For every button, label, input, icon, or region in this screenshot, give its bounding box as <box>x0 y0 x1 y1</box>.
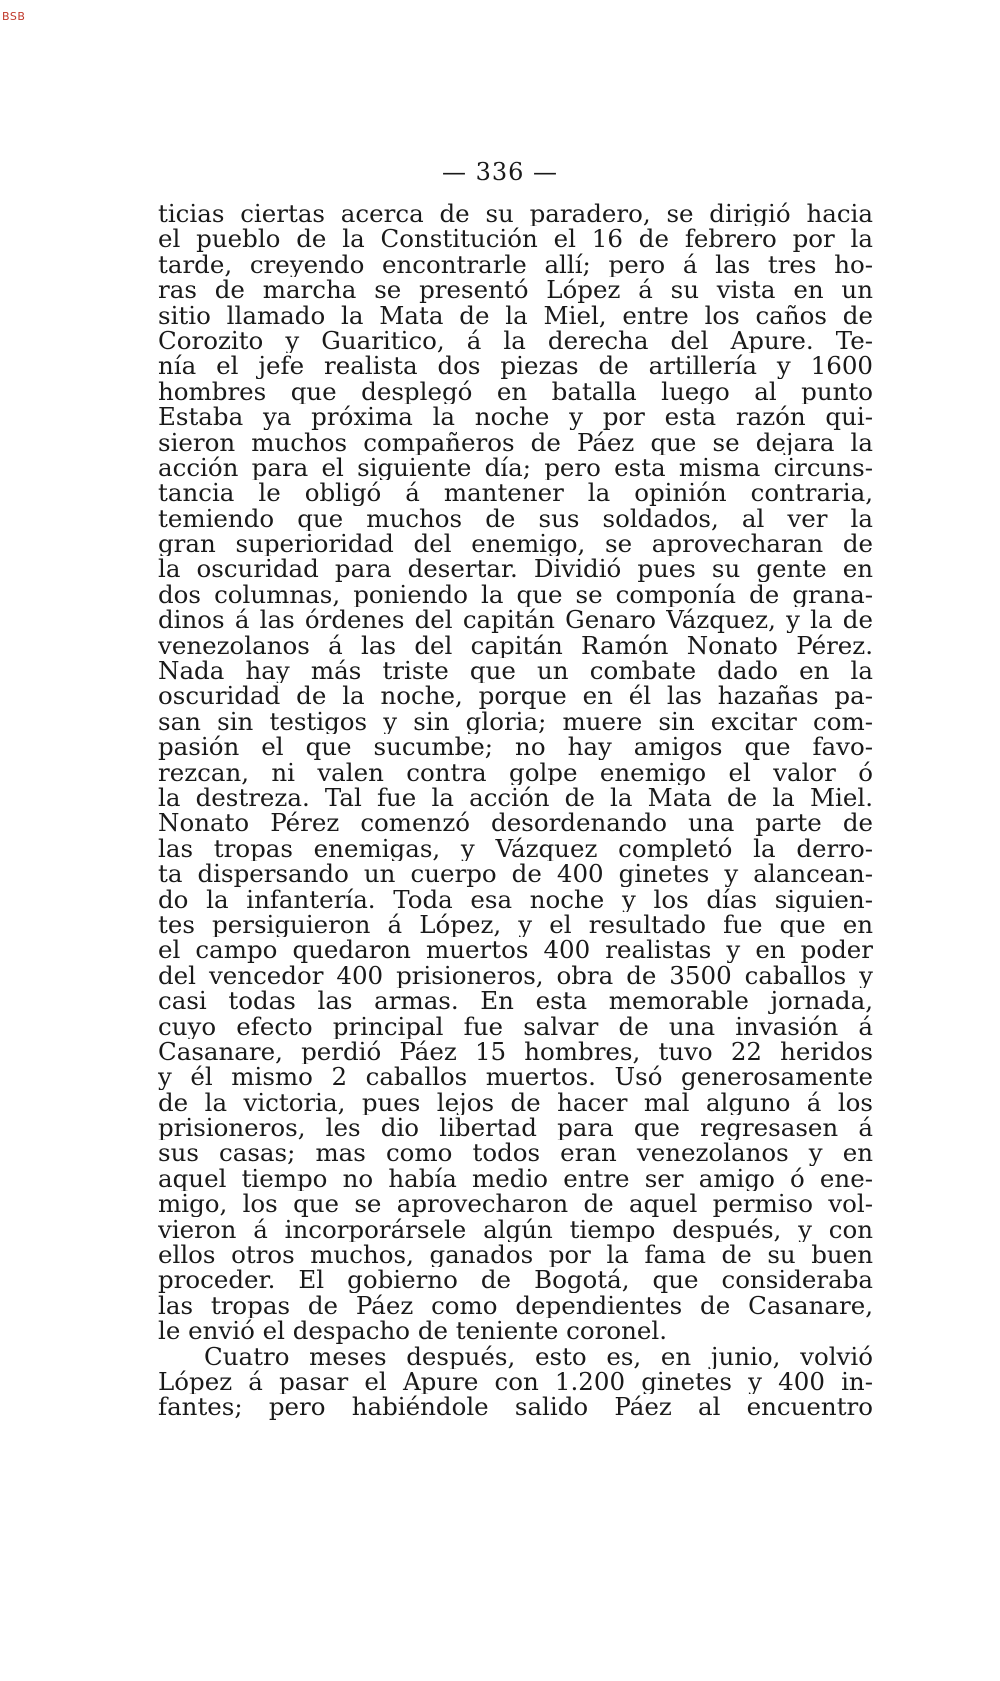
text-line: vieron á incorporársele algún tiempo después, y con <box>158 1216 873 1243</box>
text-line: la oscuridad para desertar. Dividió pues su gente en <box>158 556 873 582</box>
text-line: san sin testigos y sin gloria; muere sin excitar com- <box>158 708 873 735</box>
text-line: fantes; pero habiéndole salido Páez al encuentro <box>158 1394 873 1420</box>
text-line: oscuridad de la noche, porque en él las hazañas pa- <box>158 683 873 709</box>
text-line: ellos otros muchos, ganados por la fama de su buen <box>158 1242 873 1268</box>
text-line: venezolanos á las del capitán Ramón Nonato Pérez. <box>158 632 873 659</box>
text-line: Estaba ya próxima la noche y por esta razón qui- <box>158 404 873 430</box>
text-line: el campo quedaron muertos 400 realistas y en poder <box>158 937 873 963</box>
text-line: dinos á las órdenes del capitán Genaro Vázquez, y la de <box>158 607 873 633</box>
text-line: ticias ciertas acerca de su paradero, se dirigió hacia <box>158 201 873 227</box>
text-line: acción para el siguiente día; pero esta misma circuns- <box>158 454 873 481</box>
library-stamp: BSB <box>2 10 26 23</box>
text-line: dos columnas, poniendo la que se componía de grana- <box>158 581 873 608</box>
text-line: las tropas de Páez como dependientes de Casanare, <box>158 1292 873 1319</box>
text-line: nía el jefe realista dos piezas de artillería y 1600 <box>158 353 873 379</box>
text-line: hombres que desplegó en batalla luego al punto <box>158 378 873 405</box>
text-line: tarde, creyendo encontrarle allí; pero á las tres ho- <box>158 251 873 278</box>
text-line: ta dispersando un cuerpo de 400 ginetes y alancean- <box>158 861 873 887</box>
text-line: López á pasar el Apure con 1.200 ginetes y 400 in- <box>158 1368 873 1395</box>
text-line: Nada hay más triste que un combate dado en la <box>158 658 873 684</box>
text-line: cuyo efecto principal fue salvar de una invasión á <box>158 1013 873 1039</box>
page-number: — 336 — <box>441 158 559 186</box>
text-line: casi todas las armas. En esta memorable jornada, <box>158 988 873 1014</box>
text-line: Casanare, perdió Páez 15 hombres, tuvo 22 heridos <box>158 1038 873 1065</box>
text-line: Corozito y Guaritico, á la derecha del Apure. Te- <box>158 327 873 354</box>
text-line: del vencedor 400 prisioneros, obra de 3500 caballos y <box>158 962 873 989</box>
text-line: proceder. El gobierno de Bogotá, que consideraba <box>158 1267 873 1293</box>
paragraph-start-line: Cuatro meses después, esto es, en junio, volvió <box>204 1343 873 1369</box>
text-line: ras de marcha se presentó López á su vista en un <box>158 277 873 303</box>
text-line: la destreza. Tal fue la acción de la Mata de la Miel. <box>158 784 873 811</box>
text-line: sieron muchos compañeros de Páez que se dejara la <box>158 429 873 455</box>
text-line: Nonato Pérez comenzó desordenando una parte de <box>158 810 873 836</box>
text-line: rezcan, ni valen contra golpe enemigo el valor ó <box>158 759 873 785</box>
text-line: sus casas; mas como todos eran venezolanos y en <box>158 1140 873 1166</box>
text-line: de la victoria, pues lejos de hacer mal alguno á los <box>158 1089 873 1116</box>
text-line: do la infantería. Toda esa noche y los días siguien- <box>158 886 873 912</box>
text-line: aquel tiempo no había medio entre ser amigo ó ene- <box>158 1165 873 1192</box>
text-line: el pueblo de la Constitución el 16 de febrero por la <box>158 226 873 252</box>
text-line: temiendo que muchos de sus soldados, al ver la <box>158 505 873 532</box>
body-text <box>158 201 873 1420</box>
text-line: tes persiguieron á López, y el resultado fue que en <box>158 911 873 938</box>
text-line: las tropas enemigas, y Vázquez completó la derro- <box>158 835 873 862</box>
text-line: migo, los que se aprovecharon de aquel permiso vol- <box>158 1191 873 1217</box>
paragraph-end-line: le envió el despacho de teniente coronel. <box>158 1318 667 1344</box>
text-line: y él mismo 2 caballos muertos. Usó generosamente <box>158 1064 873 1090</box>
text-line: sitio llamado la Mata de la Miel, entre los caños de <box>158 302 873 328</box>
text-line: tancia le obligó á mantener la opinión contraria, <box>158 480 873 506</box>
text-line: pasión el que sucumbe; no hay amigos que favo- <box>158 734 873 760</box>
text-line: prisioneros, les dio libertad para que regresasen á <box>158 1115 873 1141</box>
text-line: gran superioridad del enemigo, se aprovecharan de <box>158 531 873 557</box>
